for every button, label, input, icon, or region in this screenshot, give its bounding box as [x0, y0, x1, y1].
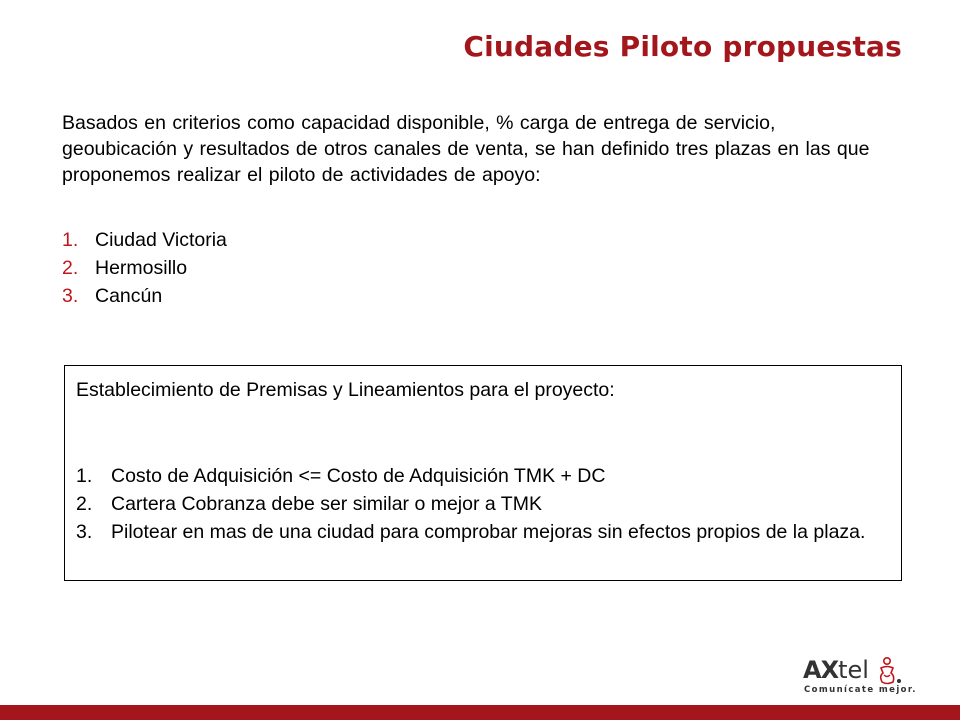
premise-text: Costo de Adquisición <= Costo de Adquisición TMK + DC: [111, 465, 606, 487]
city-name: Hermosillo: [95, 257, 188, 279]
premise-text: Pilotear en mas de una ciudad para comprobar mejoras sin efectos propios de la plaza.: [111, 521, 866, 543]
axtel-logo: [800, 656, 917, 696]
intro-paragraph: Basados en criterios como capacidad disponible, % carga de entrega de servicio, geoubicación y resultados de otros canales de venta, se han definido tres plazas en las que proponemos realizar el piloto de actividades de apoyo:: [62, 112, 870, 186]
logo-tagline: Comunícate mejor.: [804, 685, 917, 695]
bottom-accent-bar: [0, 705, 960, 720]
logo-ax: AX: [803, 656, 839, 684]
list-item: [62, 226, 227, 254]
list-item: [76, 518, 886, 546]
logo-tel: tel: [838, 656, 869, 684]
list-item: [62, 254, 227, 282]
premises-list: [76, 462, 886, 546]
logo-wordmark: [803, 657, 869, 683]
list-number: 3.: [62, 285, 79, 307]
list-number: 1.: [62, 229, 79, 251]
list-item: [76, 490, 886, 518]
list-number: 2.: [62, 257, 79, 279]
premises-box: [64, 365, 902, 581]
city-name: Ciudad Victoria: [95, 229, 227, 251]
slide-title: Ciudades Piloto propuestas: [463, 30, 902, 63]
list-number: 3.: [76, 521, 93, 543]
list-item: [62, 282, 227, 310]
premises-heading: Establecimiento de Premisas y Lineamientos para el proyecto:: [76, 379, 615, 401]
list-number: 2.: [76, 493, 93, 515]
premise-text: Cartera Cobranza debe ser similar o mejor a TMK: [111, 493, 542, 515]
axtel-figure-icon: [877, 656, 903, 686]
list-item: [76, 462, 886, 490]
list-number: 1.: [76, 465, 93, 487]
city-name: Cancún: [95, 285, 163, 307]
pilot-cities-list: [62, 226, 227, 310]
